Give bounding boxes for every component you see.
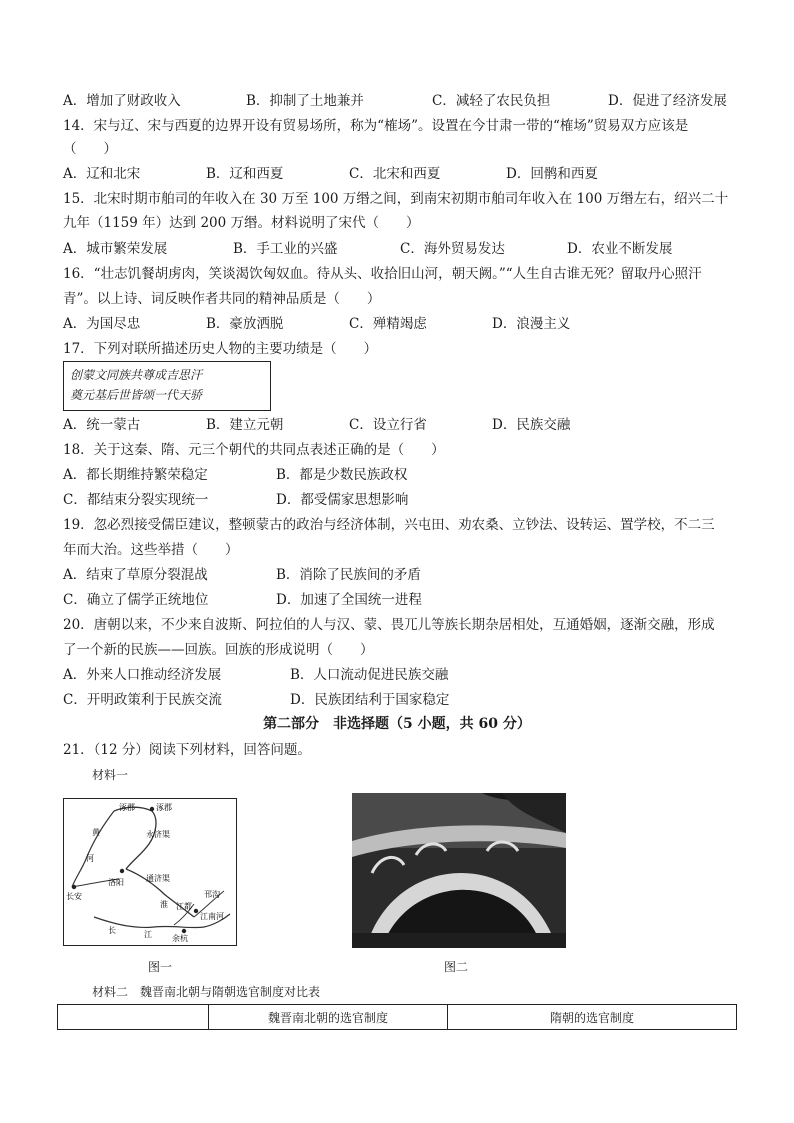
q18-option-d[interactable]: D．都受儒家思想影响 (276, 492, 409, 508)
map-label-3: 黄 (92, 828, 100, 837)
q15-option-c[interactable]: C．海外贸易发达 (400, 241, 505, 257)
q19-option-a[interactable]: A．结束了草原分裂混战 (63, 567, 208, 583)
map-label-9: 淮 (160, 900, 168, 909)
map-label-14: 江 (144, 930, 152, 939)
q13-option-a[interactable]: A．增加了财政收入 (63, 93, 181, 109)
couplet-line-1: 创蒙文同族共尊成吉思汗 (70, 368, 203, 382)
q15-option-a[interactable]: A．城市繁荣发展 (63, 241, 168, 257)
q14-stem-line2: （ ） (63, 141, 117, 157)
bridge-drawing (352, 793, 566, 948)
selection-system-table (57, 1004, 737, 1030)
q15-option-d[interactable]: D．农业不断发展 (567, 241, 673, 257)
map-label-2: 永济渠 (146, 830, 170, 839)
q13-option-c[interactable]: C．减轻了农民负担 (432, 93, 551, 109)
table-header-sui: 隋朝的选官制度 (448, 1005, 737, 1030)
table-header-empty (58, 1005, 209, 1030)
q14-option-c[interactable]: C．北宋和西夏 (349, 166, 441, 182)
q14-stem-line1: 14．宋与辽、宋与西夏的边界开设有贸易场所，称为“榷场”。设置在今甘肃一带的“榷场”贸易双方应该是 (63, 118, 689, 134)
q18-option-c[interactable]: C．都结束分裂实现统一 (63, 492, 209, 508)
q20-option-a[interactable]: A．外来人口推动经济发展 (63, 667, 222, 683)
q14-option-a[interactable]: A．辽和北宋 (63, 166, 141, 182)
map-label-0: 涿郡 (119, 803, 135, 812)
map-label-13: 长 (108, 926, 116, 935)
q21-stem: 21．（12 分）阅读下列材料，回答问题。 (63, 742, 311, 758)
q16-stem-line1: 16．“壮志饥餐胡虏肉，笑谈渴饮匈奴血。待从头、收拾旧山河，朝天阙。”“人生自古谁无死？留取丹心照汗 (63, 266, 702, 282)
q16-stem-line2: 青”。以上诗、词反映作者共同的精神品质是（ ） (63, 291, 381, 307)
map-label-8: 邗沟 (204, 890, 220, 899)
q16-option-c[interactable]: C．殚精竭虑 (349, 316, 427, 332)
q20-option-c[interactable]: C．开明政策利于民族交流 (63, 692, 222, 708)
q18-stem: 18．关于这秦、隋、元三个朝代的共同点表述正确的是（ ） (63, 442, 445, 458)
material-two-label: 材料二 魏晋南北朝与隋朝选官制度对比表 (92, 985, 321, 999)
map-label-1: 涿郡 (156, 803, 172, 812)
canal-map-drawing (64, 799, 235, 944)
map-label-11: 江南河 (200, 912, 224, 921)
figure-two-caption: 图二 (444, 960, 469, 974)
q16-option-b[interactable]: B．豪放洒脱 (206, 316, 284, 332)
q19-stem-line2: 年而大治。这些举措（ ） (63, 542, 239, 558)
section-title: 第二部分 非选择题（5 小题，共 60 分） (263, 716, 531, 732)
q16-option-a[interactable]: A．为国尽忠 (63, 316, 141, 332)
q14-option-d[interactable]: D．回鹘和西夏 (506, 166, 598, 182)
q20-stem-line2: 了一个新的民族——回族。回族的形成说明（ ） (63, 642, 374, 658)
map-label-4: 河 (86, 854, 94, 863)
map-label-10: 江都 (176, 902, 192, 911)
q13-option-d[interactable]: D．促进了经济发展 (608, 93, 727, 109)
q18-option-b[interactable]: B．都是少数民族政权 (276, 467, 408, 483)
q19-option-c[interactable]: C．确立了儒学正统地位 (63, 592, 209, 608)
q20-stem-line1: 20．唐朝以来，不少来自波斯、阿拉伯的人与汉、蒙、畏兀儿等族长期杂居相处，互通婚姻，逐渐交融，形成 (63, 617, 715, 633)
q15-stem-line2: 九年（1159 年）达到 200 万缗。材料说明了宋代（ ） (63, 215, 420, 231)
q15-option-b[interactable]: B．手工业的兴盛 (233, 241, 338, 257)
figure-one-caption: 图一 (148, 960, 173, 974)
material-one-label: 材料一 (92, 768, 129, 782)
map-label-12: 余杭 (172, 934, 188, 943)
q17-option-d[interactable]: D．民族交融 (492, 417, 571, 433)
q17-stem: 17．下列对联所描述历史人物的主要功绩是（ ） (63, 341, 378, 357)
q17-option-a[interactable]: A．统一蒙古 (63, 417, 141, 433)
q18-option-a[interactable]: A．都长期维持繁荣稳定 (63, 467, 208, 483)
map-label-7: 洛阳 (108, 878, 124, 887)
table-header-row (58, 1005, 737, 1030)
couplet-box (63, 361, 271, 411)
couplet-line-2: 奠元基后世皆颂一代天骄 (70, 388, 203, 402)
table-header-weijin: 魏晋南北朝的选官制度 (209, 1005, 448, 1030)
stone-bridge-photo (352, 793, 566, 948)
map-label-6: 长安 (66, 892, 82, 901)
q15-stem-line1: 15．北宋时期市舶司的年收入在 30 万至 100 万缗之间，到南宋初期市舶司年收入在 100 万缗左右，绍兴二十 (63, 191, 729, 207)
q17-option-c[interactable]: C．设立行省 (349, 417, 427, 433)
q13-option-b[interactable]: B．抑制了土地兼并 (246, 93, 364, 109)
q19-stem-line1: 19．忽必烈接受儒臣建议，整顿蒙古的政治与经济体制，兴屯田、劝农桑、立钞法、设转运、置学校，不二三 (63, 517, 715, 533)
q20-option-d[interactable]: D．民族团结利于国家稳定 (290, 692, 450, 708)
canal-map-figure (63, 798, 237, 946)
q19-option-d[interactable]: D．加速了全国统一进程 (276, 592, 422, 608)
map-label-5: 通济渠 (146, 874, 170, 883)
q20-option-b[interactable]: B．人口流动促进民族交融 (290, 667, 449, 683)
q19-option-b[interactable]: B．消除了民族间的矛盾 (276, 567, 421, 583)
q17-option-b[interactable]: B．建立元朝 (206, 417, 284, 433)
q14-option-b[interactable]: B．辽和西夏 (206, 166, 284, 182)
q16-option-d[interactable]: D．浪漫主义 (492, 316, 571, 332)
